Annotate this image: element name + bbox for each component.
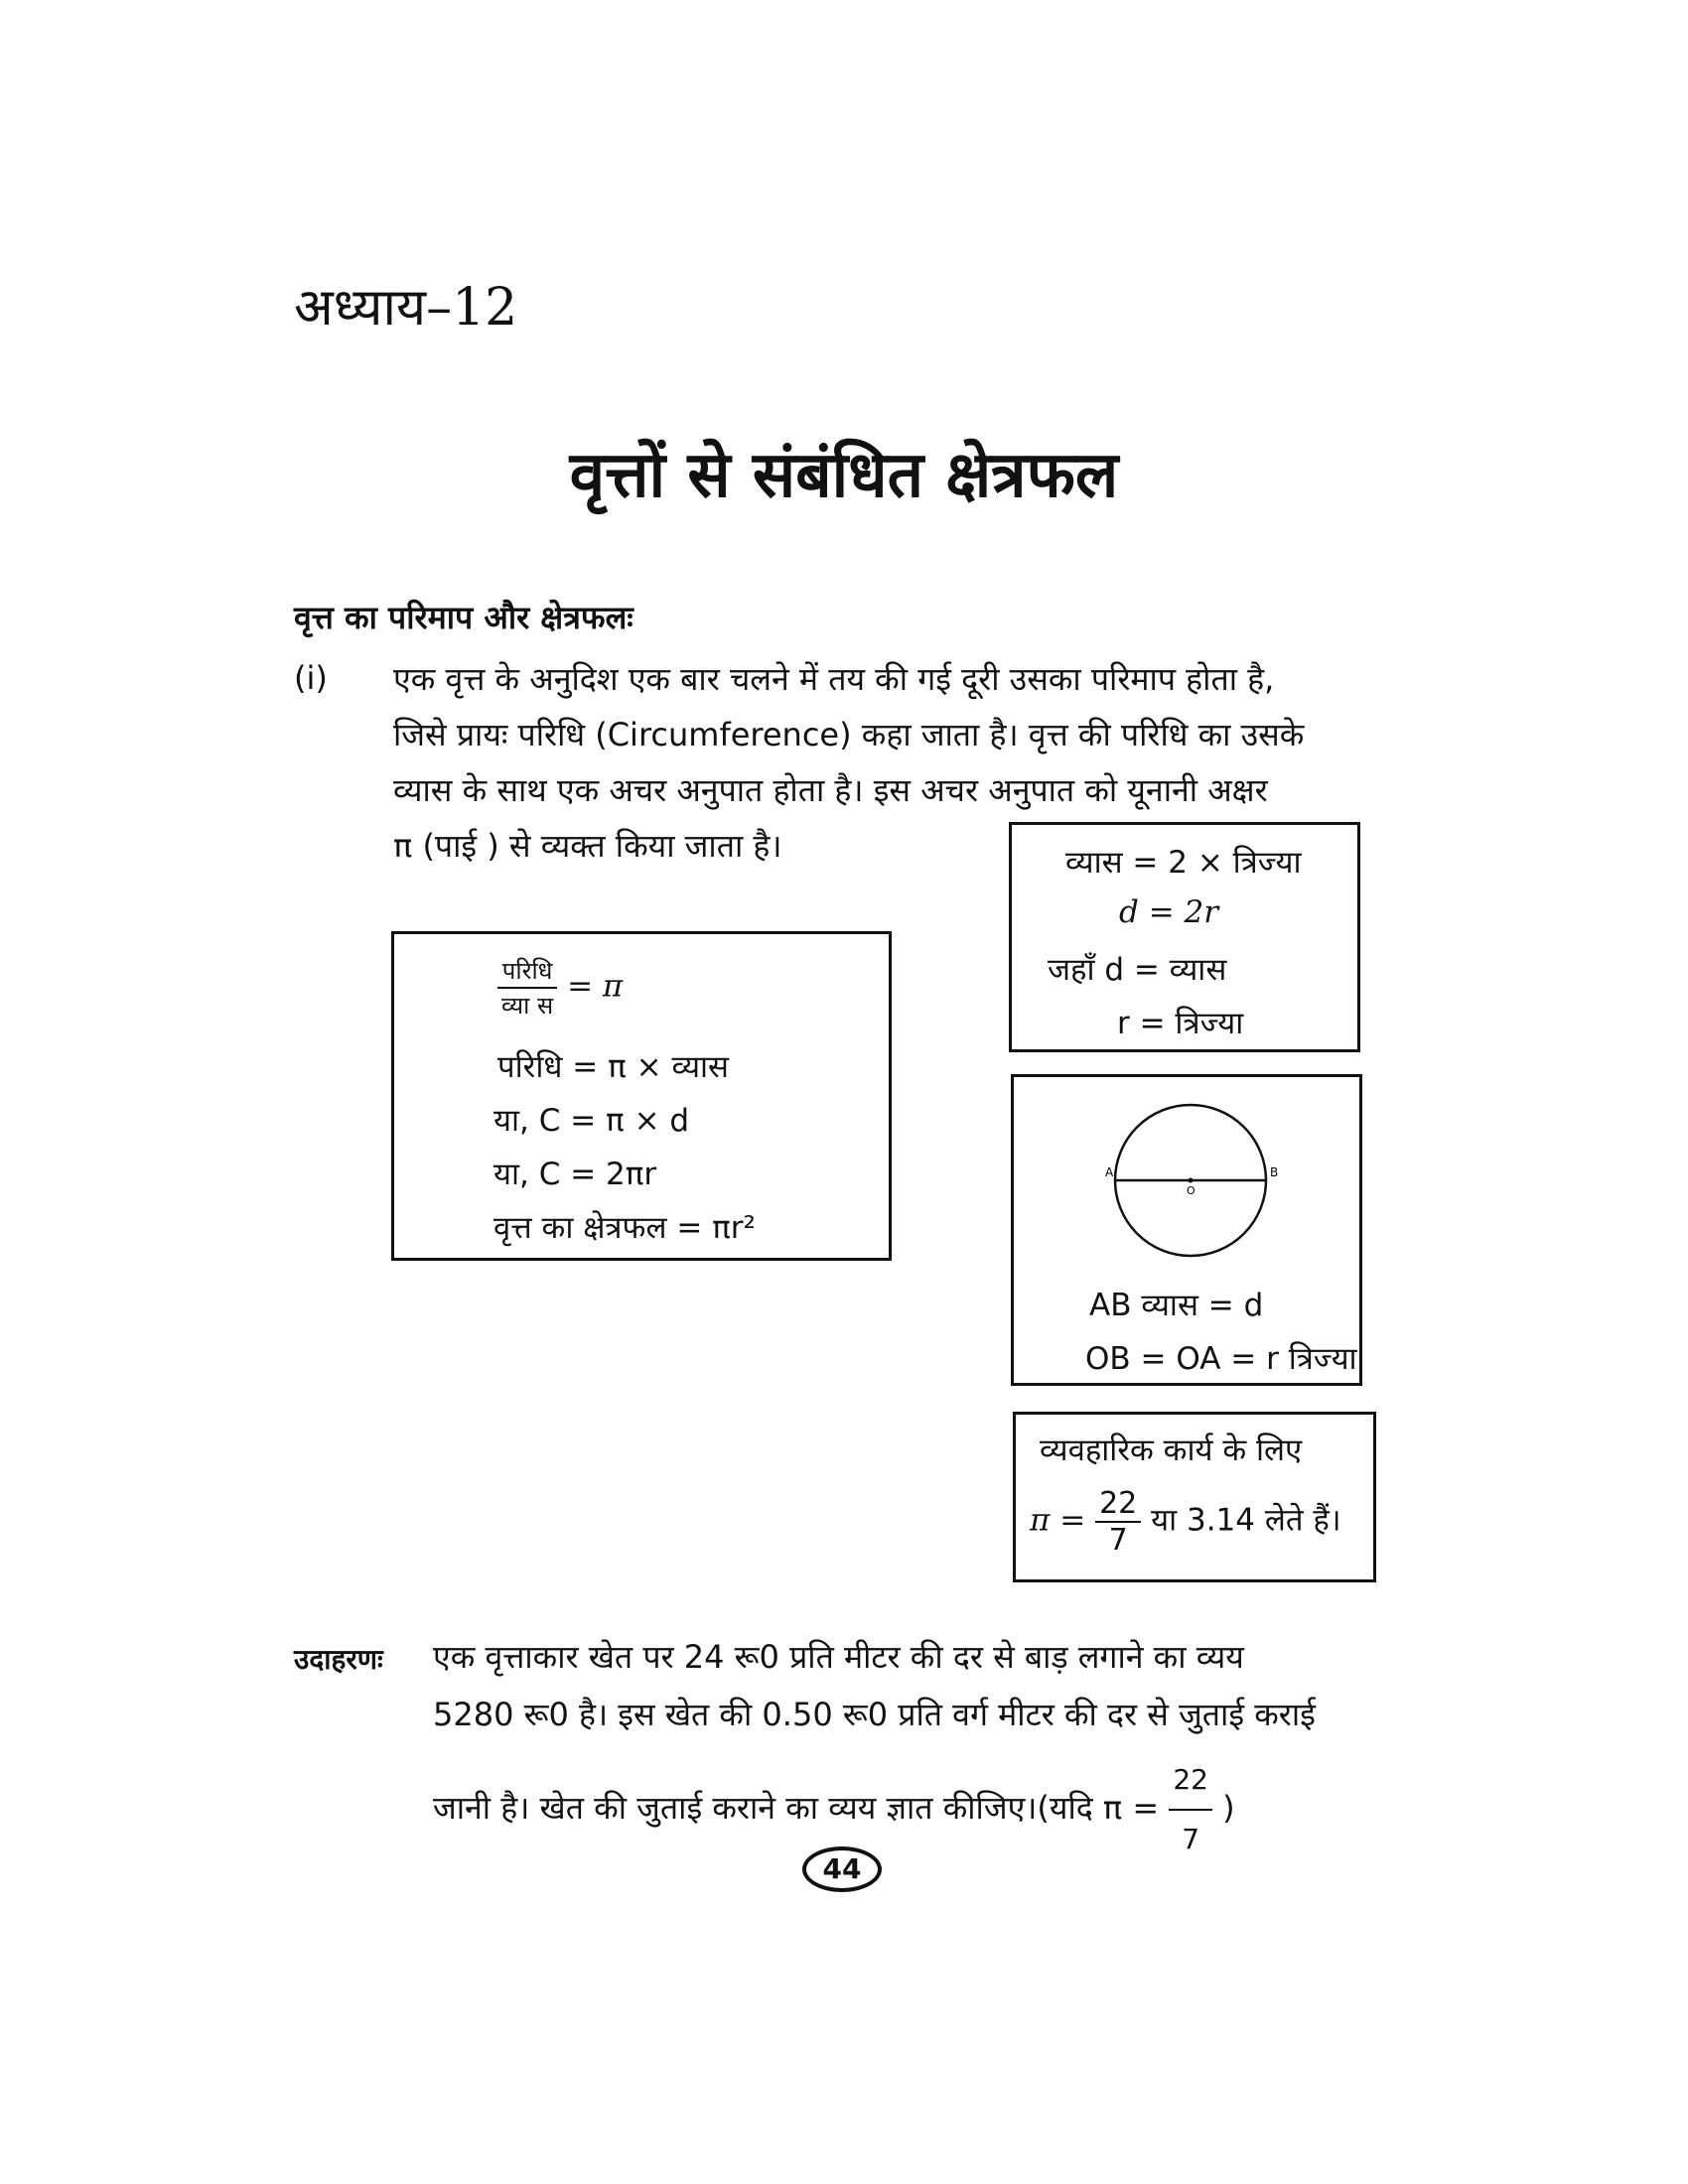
pi-symbol: π = — [1030, 1502, 1086, 1539]
pi-value-formula — [1030, 1486, 1341, 1558]
circumference-formula: परिधि = π × व्यास — [497, 1049, 730, 1085]
practical-use-text: व्यवहारिक कार्य के लिए — [1040, 1433, 1303, 1468]
fraction-denominator: व्या स — [501, 992, 554, 1020]
page-number: 44 — [802, 1846, 882, 1892]
point-a-label: A — [1105, 1165, 1114, 1179]
pi-fraction-denominator: 7 — [1108, 1523, 1128, 1558]
example-line: 5280 रू0 है। इस खेत की 0.50 रू0 प्रति वर्ग मीटर की दर से जुताई कराई — [433, 1696, 1316, 1733]
pi-fraction-numerator: 22 — [1095, 1486, 1141, 1523]
item-number: (i) — [294, 659, 328, 697]
radius-definition: r = त्रिज्या — [1117, 1006, 1244, 1041]
area-formula: वृत्त का क्षेत्रफल = πr² — [493, 1210, 756, 1246]
pi-value-box — [1013, 1412, 1376, 1582]
radius-equality-label: OB = OA = r त्रिज्या — [1085, 1341, 1357, 1377]
diameter-equation: d = 2r — [1119, 894, 1219, 930]
example-fraction-denominator: 7 — [1182, 1823, 1200, 1855]
paragraph-line: एक वृत्त के अनुदिश एक बार चलने में तय की गई दूरी उसका परिमाप होता है, — [393, 660, 1275, 698]
example-line: एक वृत्ताकार खेत पर 24 रू0 प्रति मीटर की दर से बाड़ लगाने का व्यय — [433, 1638, 1244, 1676]
section-heading: वृत्त का परिमाप और क्षेत्रफलः — [294, 599, 633, 636]
example-label: उदाहरणः — [294, 1643, 383, 1676]
paragraph-line: जिसे प्रायः परिधि (Circumference) कहा जाता है। वृत्त की परिधि का उसके — [393, 716, 1305, 753]
example-text — [433, 1628, 1402, 1868]
chapter-number: अध्याय–12 — [294, 278, 518, 338]
fraction-rhs: = π — [567, 968, 624, 1005]
point-o-label: O — [1187, 1184, 1196, 1197]
pi-value-rest: या 3.14 लेते हैं। — [1151, 1502, 1341, 1539]
diameter-definition: जहाँ d = व्यास — [1048, 952, 1227, 988]
example-line — [433, 1751, 1402, 1868]
point-b-label: B — [1270, 1165, 1279, 1179]
circumference-r-formula: या, C = 2πr — [493, 1157, 657, 1192]
paragraph-line: व्यास के साथ एक अचर अनुपात होता है। इस अचर अनुपात को यूनानी अक्षर — [393, 771, 1268, 809]
circumference-formula-box — [391, 931, 892, 1261]
circle-diagram-box — [1011, 1074, 1362, 1386]
circumference-d-formula: या, C = π × d — [493, 1103, 690, 1139]
example-fraction-numerator: 22 — [1169, 1751, 1212, 1811]
example-line-text: जानी है। खेत की जुताई कराने का व्यय ज्ञात कीजिए।(यदि π = — [433, 1789, 1160, 1827]
center-point — [1189, 1178, 1194, 1183]
paragraph-line: π (पाई ) से व्यक्त किया जाता है। — [393, 827, 782, 865]
diameter-formula-box — [1009, 822, 1360, 1052]
page-title: वृत्तों से संबंधित क्षेत्रफल — [569, 439, 1119, 512]
circle-diagram — [1014, 1077, 1359, 1266]
diameter-formula: व्यास = 2 × त्रिज्या — [1065, 845, 1302, 881]
example-closing-paren: ) — [1222, 1789, 1235, 1827]
fraction-numerator: परिधि — [497, 954, 557, 989]
ab-diameter-label: AB व्यास = d — [1089, 1288, 1264, 1323]
pi-ratio-formula — [497, 954, 623, 1022]
